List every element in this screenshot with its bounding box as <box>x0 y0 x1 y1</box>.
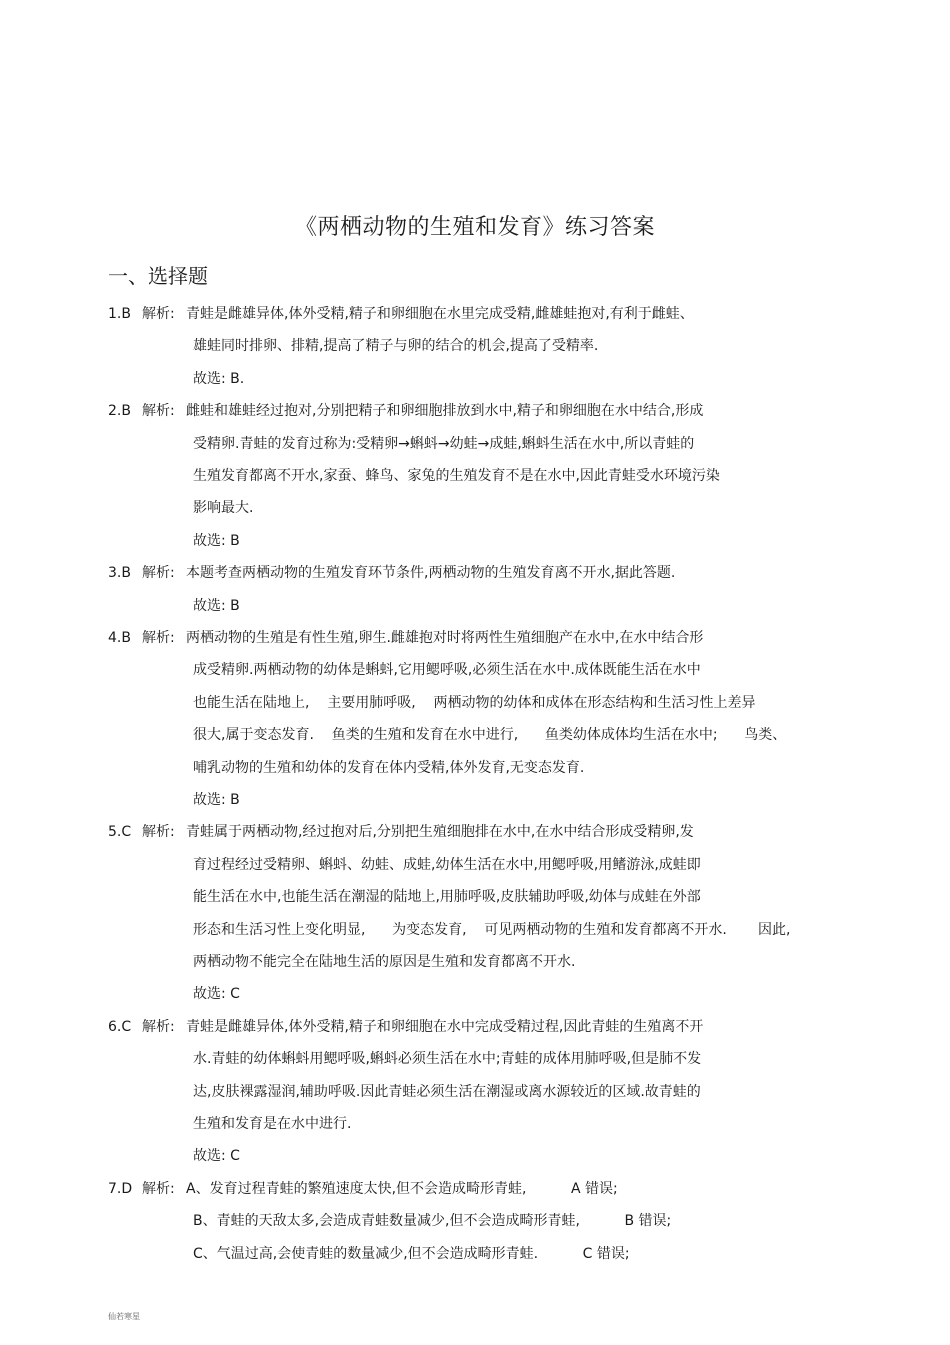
analysis-label: 解析: <box>142 1018 175 1035</box>
question-first-line <box>108 401 703 421</box>
explanation-line: 很大,属于变态发育. 鱼类的生殖和发育在水中进行, 鱼类幼体成体均生活在水中; 鸟类、 <box>193 727 787 744</box>
analysis-label: 解析: <box>142 1180 175 1197</box>
question-first-line <box>108 1017 703 1037</box>
explanation-line: 形态和生活习性上变化明显, 为变态发育, 可见两栖动物的生殖和发育都离不开水. 因此, <box>193 921 791 938</box>
explanation-line: 影响最大. <box>193 500 254 517</box>
question-number: 7.D <box>108 1180 133 1197</box>
explanation-line: 育过程经过受精卵、蝌蚪、幼蛙、成蛙,幼体生活在水中,用鳃呼吸,用鳍游泳,成蛙即 <box>193 856 701 873</box>
question-first-line <box>108 1179 618 1199</box>
explanation-line: 雄蛙同时排卵、排精,提高了精子与卵的结合的机会,提高了受精率. <box>193 338 599 355</box>
analysis-label: 解析: <box>142 403 175 420</box>
answer-line: 故选: C <box>193 1148 240 1165</box>
answer-line: 故选: B <box>193 597 240 614</box>
question-number: 6.C <box>108 1018 132 1035</box>
explanation-text: 青蛙属于两栖动物,经过抱对后,分别把生殖细胞排在水中,在水中结合形成受精卵,发 <box>186 824 694 841</box>
explanation-line: 也能生活在陆地上, 主要用肺呼吸, 两栖动物的幼体和成体在形态结构和生活习性上差异 <box>193 694 756 711</box>
analysis-label: 解析: <box>142 565 175 582</box>
explanation-line: 两栖动物不能完全在陆地生活的原因是生殖和发育都离不开水. <box>193 954 576 970</box>
question-first-line <box>108 304 694 324</box>
explanation-text: 本题考查两栖动物的生殖发育环节条件,两栖动物的生殖发育离不开水,据此答题. <box>186 565 676 582</box>
explanation-text: 青蛙是雌雄异体,体外受精,精子和卵细胞在水里完成受精,雌雄蛙抱对,有利于雌蛙、 <box>186 306 694 322</box>
question-first-line <box>108 822 694 842</box>
answer-line: 故选: B <box>193 532 240 549</box>
footer-mark: 仙若寒星 <box>108 1312 140 1321</box>
question-first-line <box>108 563 675 583</box>
question-number: 4.B <box>108 630 131 646</box>
analysis-label: 解析: <box>142 824 175 841</box>
explanation-line: 能生活在水中,也能生活在潮湿的陆地上,用肺呼吸,皮肤辅助呼吸,幼体与成蛙在外部 <box>193 889 701 906</box>
explanation-line: C、气温过高,会使青蛙的数量减少,但不会造成畸形青蛙. C 错误; <box>193 1245 630 1262</box>
question-number: 1.B <box>108 306 131 322</box>
explanation-line: 受精卵.青蛙的发育过称为:受精卵→蝌蚪→幼蛙→成蛙,蝌蚪生活在水中,所以青蛙的 <box>193 435 695 452</box>
explanation-text: A、发育过程青蛙的繁殖速度太快,但不会造成畸形青蛙, A 错误; <box>186 1180 618 1197</box>
explanation-line: 水.青蛙的幼体蝌蚪用鳃呼吸,蝌蚪必须生活在水中;青蛙的成体用肺呼吸,但是肺不发 <box>193 1051 702 1068</box>
explanation-line: 生殖发育都离不开水,家蚕、蜂鸟、家兔的生殖发育不是在水中,因此青蛙受水环境污染 <box>193 468 720 484</box>
analysis-label: 解析: <box>142 306 175 322</box>
question-number: 2.B <box>108 403 131 420</box>
explanation-line: 生殖和发育是在水中进行. <box>193 1116 352 1132</box>
answer-line: 故选: B. <box>193 370 245 387</box>
explanation-line: 成受精卵.两栖动物的幼体是蝌蚪,它用鳃呼吸,必须生活在水中.成体既能生活在水中 <box>193 662 701 679</box>
answer-line: 故选: C <box>193 986 240 1003</box>
explanation-line: 哺乳动物的生殖和幼体的发育在体内受精,体外发育,无变态发育. <box>193 759 585 776</box>
explanation-text: 雌蛙和雄蛙经过抱对,分别把精子和卵细胞排放到水中,精子和卵细胞在水中结合,形成 <box>186 403 704 420</box>
page-title: 《两栖动物的生殖和发育》练习答案 <box>294 215 655 240</box>
analysis-label: 解析: <box>142 630 175 646</box>
explanation-text: 两栖动物的生殖是有性生殖,卵生.雌雄抱对时将两性生殖细胞产在水中,在水中结合形 <box>186 630 704 646</box>
question-number: 5.C <box>108 824 132 841</box>
explanation-text: 青蛙是雌雄异体,体外受精,精子和卵细胞在水中完成受精过程,因此青蛙的生殖离不开 <box>186 1018 704 1035</box>
question-number: 3.B <box>108 565 131 582</box>
section-heading: 一、选择题 <box>108 264 208 288</box>
explanation-line: 达,皮肤裸露湿润,辅助呼吸.因此青蛙必须生活在潮湿或离水源较近的区域.故青蛙的 <box>193 1083 701 1100</box>
question-first-line <box>108 628 703 648</box>
answer-line: 故选: B <box>193 792 240 808</box>
explanation-line: B、青蛙的天敌太多,会造成青蛙数量减少,但不会造成畸形青蛙, B 错误; <box>193 1213 672 1230</box>
